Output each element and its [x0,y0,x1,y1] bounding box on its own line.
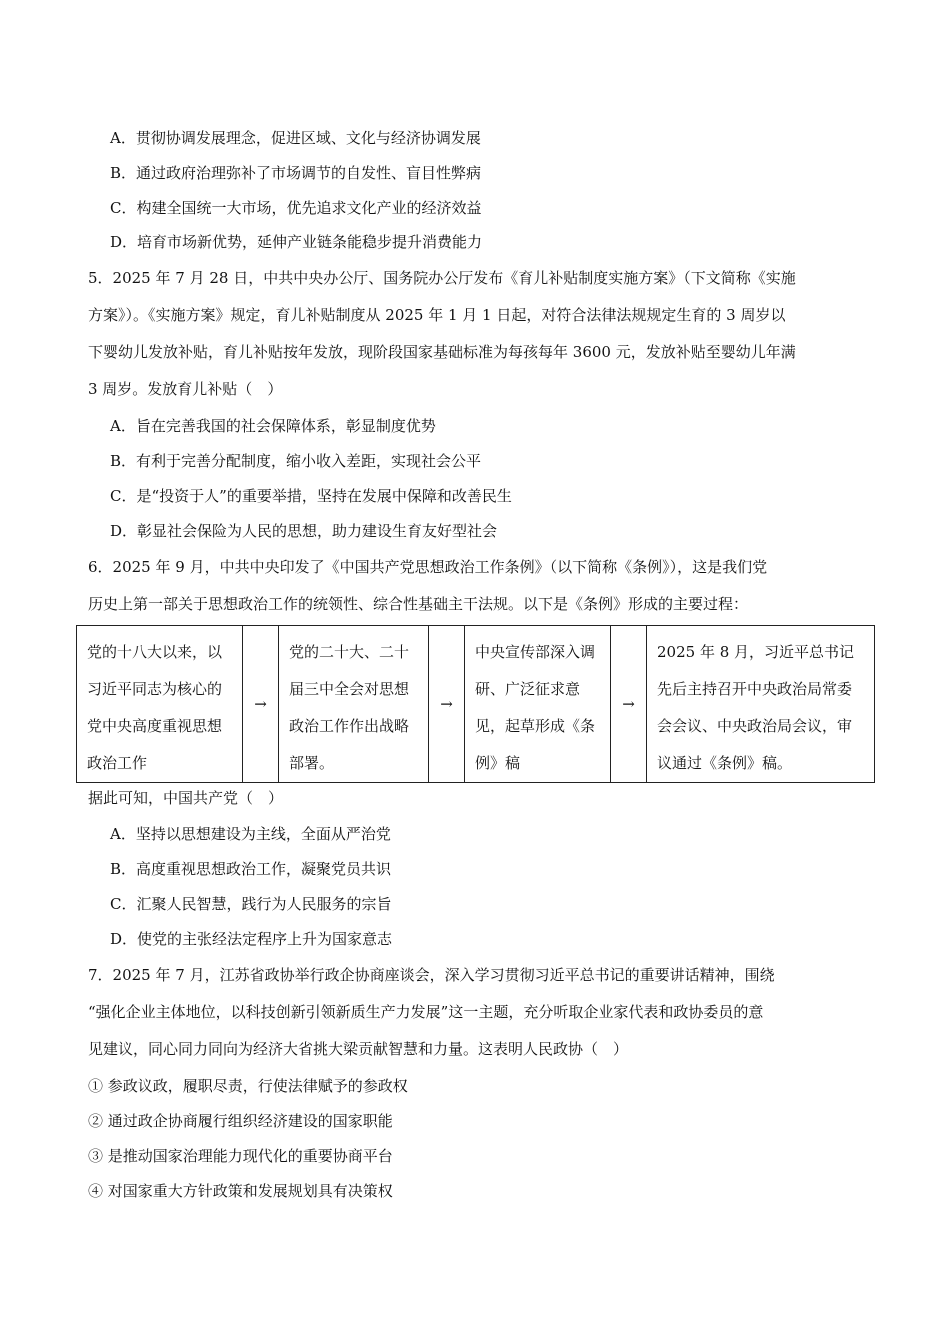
q6-flow-table [76,625,875,783]
q4-option-b: B．通过政府治理弥补了市场调节的自发性、盲目性弊病 [110,164,482,182]
q5-option-c: C．是“投资于人”的重要举措，坚持在发展中保障和改善民生 [110,487,512,505]
arrow-right-icon: → [243,626,279,783]
q6-question: 据此可知，中国共产党（ ） [88,789,284,807]
q7-item-3: ③ 是推动国家治理能力现代化的重要协商平台 [88,1147,393,1165]
q5-stem-line: 方案》）。《实施方案》规定，育儿补贴制度从 2025 年 1 月 1 日起，对符合法律法规规定生育的 3 周岁以 [88,306,786,324]
flow-step-1: 党的十八大以来，以习近平同志为核心的党中央高度重视思想政治工作 [77,626,243,783]
q6-stem-line: 历史上第一部关于思想政治工作的统领性、综合性基础主干法规。以下是《条例》形成的主要过程： [88,595,749,613]
arrow-right-icon: → [611,626,647,783]
q4-option-d: D．培育市场新优势，延伸产业链条能稳步提升消费能力 [110,233,483,251]
q5-option-b: B．有利于完善分配制度，缩小收入差距，实现社会公平 [110,452,482,470]
q7-item-4: ④ 对国家重大方针政策和发展规划具有决策权 [88,1182,393,1200]
q4-option-a: A．贯彻协调发展理念，促进区域、文化与经济协调发展 [110,129,481,147]
q7-stem-line: 7．2025 年 7 月，江苏省政协举行政企协商座谈会，深入学习贯彻习近平总书记的重要讲话精神，围绕 [88,966,775,984]
flow-step-3: 中央宣传部深入调研、广泛征求意见，起草形成《条例》稿 [465,626,611,783]
flow-step-2: 党的二十大、二十届三中全会对思想政治工作作出战略部署。 [279,626,429,783]
arrow-right-icon: → [429,626,465,783]
q7-item-2: ② 通过政企协商履行组织经济建设的国家职能 [88,1112,393,1130]
flow-step-4: 2025 年 8 月，习近平总书记先后主持召开中央政治局常委会会议、中央政治局会议，审议通过《条例》稿。 [647,626,875,783]
q7-item-1: ① 参政议政，履职尽责，行使法律赋予的参政权 [88,1077,408,1095]
q5-stem-line: 5．2025 年 7 月 28 日，中共中央办公厅、国务院办公厅发布《育儿补贴制度实施方案》（下文简称《实施 [88,269,796,287]
q6-option-b: B．高度重视思想政治工作，凝聚党员共识 [110,860,392,878]
q6-option-a: A．坚持以思想建设为主线，全面从严治党 [110,825,391,843]
q6-stem-line: 6．2025 年 9 月，中共中央印发了《中国共产党思想政治工作条例》（以下简称《条例》），这是我们党 [88,558,768,576]
q6-option-c: C．汇聚人民智慧，践行为人民服务的宗旨 [110,895,392,913]
q7-stem-line: 见建议，同心同力同向为经济大省挑大梁贡献智慧和力量。这表明人民政协（ ） [88,1040,629,1058]
q5-stem-line: 下婴幼儿发放补贴，育儿补贴按年发放，现阶段国家基础标准为每孩每年 3600 元，发放补贴至婴幼儿年满 [88,343,796,361]
q6-option-d: D．使党的主张经法定程序上升为国家意志 [110,930,393,948]
q4-option-c: C．构建全国统一大市场，优先追求文化产业的经济效益 [110,199,482,217]
q5-option-d: D．彰显社会保险为人民的思想，助力建设生育友好型社会 [110,522,498,540]
q5-option-a: A．旨在完善我国的社会保障体系，彰显制度优势 [110,417,436,435]
q5-stem-line: 3 周岁。发放育儿补贴（ ） [88,380,283,398]
q7-stem-line: “强化企业主体地位，以科技创新引领新质生产力发展”这一主题，充分听取企业家代表和政协委员的意 [88,1003,764,1021]
